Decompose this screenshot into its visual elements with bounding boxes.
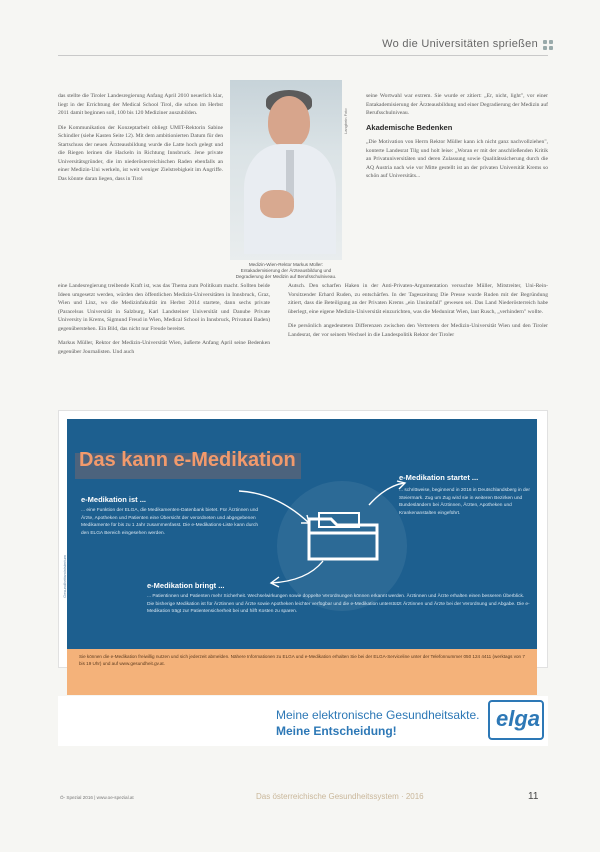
ad-section-title: e-Medikation startet ... <box>399 473 479 482</box>
ad-blue-panel <box>67 419 537 649</box>
paragraph: Autsch. Den scharfen Haken in der Anti-Privaten-Argumentation versuchte Müller, Mitstreiter, Uni-Rein-Vorsitzender Erhard Ruden, zu entschärfen. In der Tageszeitung Die Presse wurde Ruden mit der Begründung zitiert, dass die Beteiligung an der Privaten Krems „ein Unsinnfall" gewesen sei. Das Land Niederösterreich habe überlegt, eine eigene Medizin-Universität einzurichten, was die Medunirat Wien, laut Rusch, „verhindern" wollte. <box>288 283 548 315</box>
ad-info-bar <box>67 649 537 695</box>
advertisement <box>58 410 548 668</box>
paragraph: Markus Müller, Rektor der Medizin-Universität Wien, äußerte Anfang April seine Bedenken gegenüber Journalisten. Und auch <box>58 340 270 355</box>
arrow-icon <box>237 489 317 529</box>
ad-slogan-area <box>58 696 548 746</box>
ad-section-text: ... eine Funktion der ELGA, die Medikamenten-Datenbank bietet. Für Ärztinnen und Ärzte, Apotheken und Patienten eine Übersicht der verordneten und abgegebenen Medikamente für bis zu 1 Jahr zusammenfasst. Die e-Medikations-Liste kann durch den ELGA Bereich eingesehen werden. <box>81 508 259 536</box>
article-column-right-lower <box>288 282 548 345</box>
ad-slogan-line: Meine Entscheidung! <box>276 724 397 738</box>
photo-caption: Medizin-Wien-Rektor Markus Müller: Entakademisierung der Ärzteausbildung und Degradierung der Medizin auf Berufsschulniveau. <box>235 262 337 280</box>
arrow-icon <box>267 559 327 589</box>
elga-logo <box>488 700 544 740</box>
ad-slogan-line: Meine elektronische Gesundheitsakte. <box>276 708 480 722</box>
ad-side-credit: Gesundheitsministerium <box>62 555 67 598</box>
ad-section-text: ... schrittweise, beginnend in 2016 in Deutschlandsberg in der Steiermark. Zug um Zug wird sie in weiteren Bezirken und Bundesländern bei Ärztinnen, Ärzten, Apotheken und Krankenanstalten eingeführt. <box>399 488 530 516</box>
arrow-icon <box>367 479 407 509</box>
paragraph: Die persönlich angedeuteten Differenzen zwischen den Vertretern der Medizin-Universität Wien und den Tiroler Landesrat, der vor seinem Wechsel in die Landespolitik Rektor der Tiroler <box>288 323 548 338</box>
article-column-right <box>366 92 548 187</box>
paragraph: das stellte die Tiroler Landesregierung Anfang April 2010 neuerlich klar, liegt in der Errichtung der Medical School Tirol, die schon im Herbst 2011 damit beginnen soll, 100 bis 120 Mediziner auszubilden. <box>58 93 223 116</box>
ad-info-text: Sie können die e-Medikation freiwillig nutzen und sich jederzeit abmelden. Nähere Informationen zu ELGA und e-Medikation erhalten Sie bei der ELGA-Serviceline unter der Telefonnummer 050 124 4411 (werktags von 7 bis 19 Uhr) und auf www.gesundheit.gv.at. <box>79 654 525 667</box>
elga-logo-text: elga <box>496 706 541 731</box>
ad-section-title: e-Medikation bringt ... <box>147 581 225 590</box>
header-rule <box>58 55 548 56</box>
paragraph: „Die Motivation von Herrn Rektor Müller kann ich nicht ganz nachvollziehen", konterte Landesrat Tilg und holt leise: „Woran er mit der anschließenden Kritik an Privatuniversitäten und deren Zulassung sowie Qualitätssicherung durch die AQ Austria nach wie vor Mitte gestellt ist an der privaten Universität Krems so schön auf Universitäts... <box>366 139 548 179</box>
subheading: Akademische Bedenken <box>366 122 453 132</box>
article-column-middle <box>58 282 270 362</box>
ad-section-title: e-Medikation ist ... <box>81 495 147 504</box>
paragraph: seine Wortwahl war extrem. Sie wurde er zitiert: „Er, nicht, light", vor einer Entakademisierung der Ärzteausbildung und einer Degradierung der Medizin auf Berufsschulniveau. <box>366 93 548 116</box>
footer-left: Ö- Spezial 2016 | www.oe-spezial.at <box>60 795 134 800</box>
page-number: 11 <box>528 791 539 802</box>
paragraph: Die Kommunikation der Konzeptarbeit obliegt UMIT-Rektorin Sabine Schindler (siehe Kasten Seite 12). Mit dem ambitionierten Datum für den Startschuss der neuen Ärzteausbildung wurde die Latte hoch gelegt und die Riegen lerinen die Hackeln in Richtung Innsbruck. Jene private Universitätsgründer, die im niederösterreichischen Raden ebenfalls an einer Medizin-Uni werkeln, ist weit weniger Zielstrebigkeit im Angriffe. Das könnte daran liegen, dass in Tirol <box>58 124 223 182</box>
photo-credit: Langbein Foto <box>343 108 348 134</box>
paragraph: eine Landesregierung treibende Kraft ist, was das Thema zum Politikum macht. Sollten beide Ideen umgesetzt werden, würden den öffentlichen Medizin-Universitäten in Innsbruck, Graz, Wien und Linz, wo die Medizinfakultät im Herbst 2014 startete, dann sechs private (Paracelsus Universität in Salzburg, Karl Landsteiner Universität und Danube Private University in Krems, Sigmund Freud in Wien, Medical School in Innsbruck, Privatuni Baden) gegenüberstehen. Ein Bild, das nicht nur Freude bereitet. <box>58 283 270 332</box>
ad-section-text: ... Patientinnen und Patienten mehr Sicherheit. Wechselwirkungen sowie doppelte Verordnungen können erkannt werden. Ärztinnen und Ärzte erhalten einen besseren Überblick. Die bisherige Medikation ist für Ärztinnen und Ärzte sowie Apotheken leichter verfügbar und die e-Medikation unterstützt Ärztinnen und Ärzte bei der Verordnung und Abgabe. Die e-Medikation trägt zur Patientensicherheit bei und hilft Kosten zu sparen. <box>147 594 530 614</box>
portrait-photo <box>230 80 342 260</box>
section-title: Wo die Universitäten sprießen <box>382 38 538 50</box>
footer-title: Das österreichische Gesundheitssystem · 2016 <box>256 792 424 801</box>
article-column-left <box>58 92 223 189</box>
grid-icon <box>543 40 553 50</box>
ad-title: Das kann e-Medikation <box>79 449 296 471</box>
